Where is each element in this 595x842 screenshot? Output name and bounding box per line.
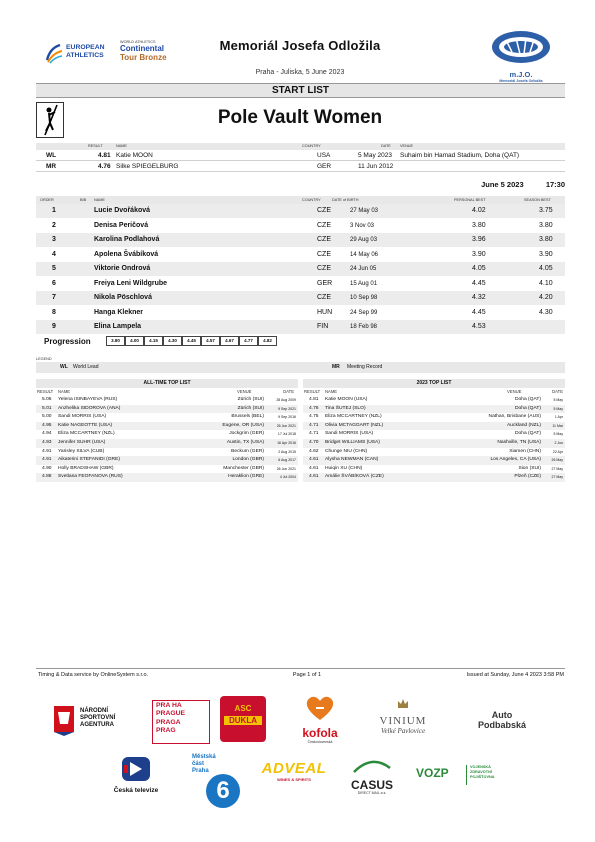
- all_time-row: [36, 448, 298, 457]
- toplist-date: 5 May: [553, 432, 563, 437]
- athlete-pb: 3.90: [472, 250, 486, 258]
- athlete-sb: 4.10: [539, 279, 553, 287]
- toplist-venue: Heraklion (GRE): [228, 474, 264, 480]
- toplist-venue: Doha (QAT): [515, 397, 541, 402]
- vozp-sub1: VOJENSKÁ: [470, 765, 491, 769]
- ct-bronze-text: Tour Bronze: [120, 52, 167, 62]
- toplist-date: 9 Sep 2021: [278, 406, 296, 411]
- ea-text-line2: ATHLETICS: [66, 52, 104, 59]
- footer-issued-at: Issued at Sunday, June 4 2023 3:58 PM: [466, 672, 564, 678]
- ea-text-line1: EUROPEAN: [66, 44, 105, 51]
- athlete-country: CZE: [317, 250, 331, 258]
- progression-height-box: 4.67: [220, 336, 239, 346]
- all_time-row: [36, 473, 298, 482]
- toplist-result: 4.62: [309, 448, 319, 454]
- athlete-pb: 4.02: [472, 207, 486, 214]
- athlete-order: 6: [52, 279, 56, 287]
- all_time-row: [36, 396, 298, 405]
- t23-header-venue: VENUE: [507, 389, 522, 394]
- sponsor-asc-dukla-logo: [220, 696, 266, 742]
- toplist-venue: Xiamen (CHN): [509, 448, 541, 454]
- athlete-country: HUN: [317, 308, 333, 316]
- toplist-venue: Doha (QAT): [515, 405, 541, 411]
- athlete-order: 7: [52, 294, 56, 301]
- toplist-venue: Austin, TX (USA): [226, 440, 264, 445]
- toplist-result: 4.94: [42, 431, 52, 437]
- toplist-result: 5.01: [42, 405, 52, 411]
- toplist-date: 16 Apr 2016: [277, 441, 296, 445]
- nsa-line3: AGENTURA: [80, 722, 114, 728]
- toplist-date: 9 Sep 2016: [278, 415, 296, 420]
- toplist-result: 4.91: [42, 448, 52, 454]
- toplist-date: 5 May: [553, 406, 563, 411]
- toplist-name: Aikaterini STEFANIDI (GRE): [58, 457, 120, 463]
- t23-header-date: DATE: [552, 389, 563, 394]
- toplist-name: Katie NAGEOTTE (USA): [58, 422, 113, 428]
- praha-ha: HA: [172, 702, 182, 709]
- athlete-sb: 3.75: [539, 207, 553, 214]
- record-country: GER: [317, 163, 332, 170]
- athlete-dob: 3 Nov 03: [350, 222, 375, 229]
- athlete-name: Apolena Švábíková: [94, 250, 159, 258]
- toplist-venue: Plzeň (CZE): [514, 474, 541, 480]
- adveal-subtext: WINES & SPIRITS: [277, 777, 311, 782]
- start-list-header: [36, 196, 565, 204]
- sl-header-country: COUNTRY: [302, 198, 321, 202]
- ct-main-text: Continental: [120, 44, 164, 53]
- sponsor-vozp-logo: [416, 764, 506, 788]
- praha-praga: PRAGA: [156, 718, 181, 726]
- athlete-name: Nikola Pöschlová: [94, 294, 152, 301]
- toplist-venue: Nathan, Brisbane (AUS): [488, 414, 541, 420]
- toplist-date: 4 Jul 2004: [279, 475, 296, 480]
- sponsor-nsa-logo: [52, 702, 138, 738]
- t23-header-result: RESULT: [304, 389, 321, 394]
- toplist-name: Yarisley SILVA (CUB): [58, 448, 105, 454]
- top_2023-row: [303, 465, 565, 474]
- athlete-dob: 10 Sep 98: [350, 295, 378, 301]
- toplist-name: Holly BRADSHAW (GBR): [58, 465, 114, 471]
- progression-height-box: 4.77: [239, 336, 258, 346]
- toplist-result: 4.61: [309, 474, 319, 480]
- athlete-sb: 4.20: [539, 294, 553, 301]
- athlete-dob: 29 Aug 03: [350, 237, 378, 243]
- start-list-row: [36, 306, 565, 320]
- praha-prag: PRAG: [156, 727, 176, 735]
- athlete-name: Denisa Peričová: [94, 221, 149, 229]
- athlete-name: Karolina Podlahová: [94, 236, 160, 243]
- toplist-date: 5 May: [553, 398, 563, 402]
- progression-height-box: 4.82: [258, 336, 277, 346]
- sponsor-ct-logo: [104, 756, 168, 796]
- toplist-venue: London (GBR): [232, 457, 264, 463]
- athlete-name: Hanga Klekner: [94, 308, 144, 316]
- start-list-row: [36, 291, 565, 305]
- progression-height-box: 4.15: [144, 336, 163, 346]
- toplist-venue: Manchester (GBR): [223, 465, 264, 471]
- toplist-name: Sandi MORRIS (USA): [58, 414, 107, 420]
- athlete-sb: 3.90: [539, 250, 553, 258]
- vozp-text: VOZP: [416, 766, 449, 780]
- ct-text: Česká televize: [113, 787, 159, 794]
- vozp-sub3: POJIŠŤOVNA: [470, 775, 495, 779]
- toplist-date: 17 Jul 2018: [277, 432, 296, 437]
- toplist-venue: Zürich (SUI): [237, 397, 264, 402]
- athlete-dob: 27 May 03: [350, 208, 379, 214]
- section-title: START LIST: [271, 85, 330, 96]
- athlete-pb: 3.96: [472, 236, 486, 243]
- record-venue: Suhaim bin Hamad Stadium, Doha (QAT): [400, 152, 520, 159]
- top_2023-row: [303, 430, 565, 439]
- sl-header-pb: PERSONAL BEST: [454, 198, 486, 202]
- meet-title: Memoriál Josefa Odložila: [219, 38, 381, 53]
- progression-height-box: 4.45: [182, 336, 201, 346]
- top_2023-row: [303, 422, 565, 431]
- praha-prague: PRAGUE: [156, 710, 186, 718]
- event-time: 17:30: [545, 180, 565, 189]
- toplist-venue: Auckland (NZL): [507, 422, 541, 428]
- toplist-name: Eliza MCCARTNEY (NZL): [58, 431, 115, 437]
- toplist-name: Tina ŠUTEJ (SLO): [325, 405, 366, 411]
- sponsor-vinium-logo: [368, 696, 438, 740]
- mc-number: 6: [206, 774, 240, 808]
- t23-header-name: NAME: [325, 389, 338, 394]
- rec-header-name: NAME: [116, 144, 127, 148]
- toplist-venue: Beckum (GER): [231, 448, 264, 454]
- top_2023-row: [303, 413, 565, 422]
- toplist-result: 4.90: [42, 465, 52, 471]
- toplist-date: 27 May: [551, 475, 563, 480]
- athlete-order: 3: [52, 236, 56, 243]
- podbabska-text: Podbabská: [477, 720, 526, 730]
- european-athletics-logo: [44, 40, 116, 66]
- start-list-row: [36, 320, 565, 334]
- athlete-dob: 24 Jun 05: [350, 266, 377, 272]
- progression-height-box: 3.80: [106, 336, 125, 346]
- record-result: 4.81: [98, 152, 111, 159]
- toplist-venue: Zürich (SUI): [237, 405, 264, 411]
- toplist-date: 1 Apr: [554, 415, 563, 420]
- records-header: [36, 143, 565, 150]
- vinium-crown-icon: [396, 696, 410, 710]
- athlete-country: CZE: [317, 294, 331, 301]
- record-country: USA: [317, 152, 331, 159]
- athlete-country: CZE: [317, 207, 331, 214]
- toplist-date: 26 May: [551, 458, 563, 463]
- toplist-result: 4.88: [42, 474, 52, 480]
- toplist-result: 4.70: [309, 440, 319, 445]
- toplist-result: 4.81: [309, 397, 319, 402]
- start-list-row: [36, 262, 565, 276]
- athlete-order: 8: [52, 308, 56, 316]
- athlete-pb: 4.45: [472, 308, 486, 316]
- all_time-row: [36, 430, 298, 439]
- asc-text: ASC: [234, 704, 252, 713]
- toplist-name: Anzhelika SIDOROVA (ANA): [58, 405, 121, 411]
- toplist-result: 4.93: [42, 440, 52, 445]
- start-list-row: [36, 219, 565, 233]
- toplist-venue: Sion (SUI): [518, 465, 541, 471]
- toplist-date: 2 Aug 2015: [278, 449, 296, 454]
- toplist-venue: Jockgrim (GER): [229, 431, 264, 437]
- kofola-heart-icon: [302, 694, 338, 722]
- mc-line1: Městská: [192, 754, 216, 760]
- record-type: WL: [46, 152, 57, 159]
- mjo-subtext: Memoriál Josefa Odložila: [499, 79, 543, 83]
- toplist-venue: Los Angeles, CA (USA): [490, 457, 541, 463]
- casus-swoosh-icon: [352, 758, 392, 774]
- all_time-row: [36, 465, 298, 474]
- sponsor-praha6-logo: [192, 754, 242, 810]
- toplist-date: 26 Jun 2021: [276, 466, 296, 471]
- mjo-text: m.J.O.: [509, 70, 533, 79]
- sl-header-order: ORDER: [40, 198, 54, 202]
- toplist-result: 4.61: [309, 457, 319, 463]
- athlete-dob: 24 Sep 99: [350, 309, 378, 316]
- record-name: Katie MOON: [116, 152, 153, 159]
- casus-text: CASUS: [350, 778, 393, 792]
- sponsor-praha-logo: [152, 700, 210, 744]
- toplist-name: Olivia MCTAGGART (NZL): [325, 422, 384, 428]
- rec-header-country: COUNTRY: [302, 144, 321, 148]
- record-type: MR: [46, 163, 57, 170]
- nsa-line1: NÁRODNÍ: [80, 708, 108, 714]
- athlete-order: 5: [52, 265, 56, 272]
- athlete-name: Viktorie Ondrová: [94, 265, 151, 272]
- sl-header-sb: SEASON BEST: [524, 198, 551, 202]
- athlete-sb: 4.30: [539, 308, 553, 316]
- toplist-name: Yelena ISINBAYEVA (RUS): [58, 397, 118, 402]
- at-header-name: NAME: [58, 389, 71, 394]
- athlete-country: CZE: [317, 221, 331, 229]
- athlete-pb: 4.45: [472, 279, 486, 287]
- mc-line2: část: [192, 761, 205, 767]
- athlete-order: 9: [52, 323, 56, 330]
- progression-height-box: 4.57: [201, 336, 220, 346]
- toplist-date: 27 May: [551, 466, 563, 471]
- continental-tour-logo: [120, 40, 182, 68]
- record-date: 5 May 2023: [358, 152, 392, 159]
- european-athletics-mark-icon: [44, 42, 64, 64]
- toplist-date: 28 Aug 2009: [276, 398, 296, 402]
- toplist-name: Chunge NIU (CHN): [325, 448, 368, 454]
- record-result: 4.76: [98, 163, 111, 170]
- athlete-name: Lucie Dvořáková: [94, 207, 151, 214]
- all_time-row: [36, 413, 298, 422]
- legend-text-wl: World Lead: [73, 364, 99, 370]
- legend-label: LEGEND: [36, 357, 52, 361]
- legend-code-mr: MR: [332, 364, 340, 370]
- top-2023-title: 2023 TOP LIST: [303, 379, 565, 388]
- event-date: June 5 2023: [481, 180, 524, 189]
- top_2023-row: [303, 448, 565, 457]
- start-list-row: [36, 277, 565, 291]
- all-time-header: [36, 389, 298, 396]
- kofola-subtext: Československá: [307, 740, 333, 744]
- toplist-venue: Eugene, OR (USA): [222, 422, 264, 428]
- progression-height-box: 4.00: [125, 336, 144, 346]
- all_time-row: [36, 456, 298, 465]
- top_2023-row: [303, 396, 565, 405]
- toplist-date: 11 Mar: [552, 423, 563, 428]
- rec-header-venue: VENUE: [400, 144, 414, 148]
- athlete-country: FIN: [317, 323, 329, 330]
- vinium-subtext: Velké Pavlovice: [380, 727, 426, 735]
- toplist-name: Bridget WILLIAMS (USA): [325, 440, 380, 445]
- athlete-sb: 4.05: [539, 265, 553, 272]
- legend-text-mr: Meeting Record: [347, 364, 383, 370]
- athlete-pb: 4.53: [472, 323, 486, 330]
- all-time-title: ALL-TIME TOP LIST: [36, 379, 298, 388]
- toplist-name: Svetlana FEOFANOVA (RUS): [58, 474, 123, 480]
- meet-subtitle: Praha - Juliska, 5 June 2023: [255, 69, 345, 76]
- athlete-sb: 3.80: [539, 221, 553, 229]
- sl-header-name: NAME: [94, 198, 105, 202]
- event-title: Pole Vault Women: [217, 107, 383, 128]
- pole-vault-icon: [36, 102, 64, 138]
- top_2023-row: [303, 439, 565, 448]
- record-row-wl: [36, 150, 565, 161]
- legend-code-wl: WL: [60, 364, 68, 370]
- athlete-dob: 18 Feb 98: [350, 324, 378, 330]
- sponsor-adveal-logo: [254, 760, 334, 796]
- athlete-name: Freiya Leni Wildgrube: [94, 279, 168, 287]
- toplist-name: Sandi MORRIS (USA): [325, 431, 374, 437]
- toplist-name: Huiqin XU (CHN): [325, 465, 363, 471]
- athlete-pb: 4.32: [472, 294, 486, 301]
- section-title-bar: [36, 83, 565, 98]
- athlete-order: 2: [52, 221, 56, 229]
- athlete-country: CZE: [317, 265, 331, 272]
- sl-header-dob: DATE of BIRTH: [332, 198, 359, 202]
- kofola-text: kofola: [302, 726, 338, 740]
- footer-divider: [36, 668, 565, 669]
- toplist-venue: Doha (QAT): [515, 431, 541, 437]
- footer-timing-credit: Timing & Data service by OnlineSystem s.r.o.: [38, 672, 149, 678]
- athlete-country: GER: [317, 279, 333, 287]
- toplist-date: 2 Jun: [554, 441, 563, 445]
- top_2023-row: [303, 456, 565, 465]
- toplist-result: 5.00: [42, 414, 52, 420]
- auto-text: Auto: [491, 710, 513, 720]
- toplist-name: Katie MOON (USA): [325, 397, 368, 402]
- start-list-row: [36, 248, 565, 262]
- toplist-result: 4.71: [309, 422, 319, 428]
- toplist-result: 4.95: [42, 422, 52, 428]
- dukla-text: DUKLA: [224, 716, 262, 725]
- athlete-dob: 15 Aug 01: [350, 280, 378, 287]
- toplist-result: 4.91: [42, 457, 52, 463]
- casus-subtext: DIRECT MAIL a.s.: [357, 791, 387, 795]
- progression-height-box: 4.30: [163, 336, 182, 346]
- nsa-line2: SPORTOVNÍ: [80, 715, 116, 721]
- athlete-name: Elina Lampela: [94, 323, 142, 330]
- toplist-date: 26 Jun 2021: [276, 423, 296, 428]
- athlete-dob: 14 May 06: [350, 251, 379, 258]
- athlete-pb: 3.80: [472, 221, 486, 229]
- toplist-name: Eliza MCCARTNEY (NZL): [325, 414, 382, 420]
- at-header-venue: VENUE: [237, 389, 252, 394]
- record-name: Silke SPIEGELBURG: [116, 163, 179, 170]
- sl-header-bib: BIB: [80, 198, 87, 202]
- ct-small-text: WORLD ATHLETICS: [120, 40, 156, 44]
- mc-line3: Praha: [192, 768, 209, 774]
- record-date: 11 Jun 2012: [358, 163, 394, 170]
- toplist-date: 22 Apr: [552, 449, 563, 454]
- toplist-result: 4.61: [309, 465, 319, 471]
- mjo-logo: [490, 28, 552, 83]
- mjo-stadium-icon: [490, 28, 552, 66]
- athlete-pb: 4.05: [472, 265, 486, 272]
- nsa-lion-icon: [52, 702, 76, 736]
- start-list-row: [36, 204, 565, 218]
- athlete-sb: 3.80: [539, 236, 553, 243]
- all_time-row: [36, 439, 298, 448]
- toplist-result: 4.76: [309, 405, 319, 411]
- sponsor-auto-podbabska-logo: [462, 710, 542, 736]
- toplist-name: Jennifer SUHR (USA): [58, 440, 106, 445]
- toplist-result: 4.71: [309, 431, 319, 437]
- record-row-mr: [36, 161, 565, 172]
- footer-page-number: Page 1 of 1: [292, 672, 322, 678]
- rec-header-result: RESULT: [88, 144, 103, 148]
- vinium-text: VINIUM: [379, 715, 427, 727]
- at-header-date: DATE: [283, 389, 294, 394]
- at-header-result: RESULT: [37, 389, 54, 394]
- toplist-result: 5.06: [42, 397, 52, 402]
- legend-bar: [36, 362, 565, 373]
- start-list-row: [36, 233, 565, 247]
- toplist-name: Alysha NEWMAN (CAN): [325, 457, 379, 463]
- sponsor-kofola-logo: [290, 694, 350, 750]
- all_time-row: [36, 422, 298, 431]
- athlete-order: 1: [52, 207, 56, 214]
- progression-label: Progression: [44, 337, 91, 346]
- sponsor-casus-logo: [336, 758, 408, 798]
- top_2023-row: [303, 405, 565, 414]
- adveal-text: ADVEAL: [261, 760, 327, 777]
- all_time-row: [36, 405, 298, 414]
- athlete-order: 4: [52, 250, 56, 258]
- top-2023-header: [303, 389, 565, 396]
- ct-logo-icon: [121, 756, 151, 782]
- toplist-venue: Nashville, TN (USA): [497, 440, 541, 445]
- top_2023-row: [303, 473, 565, 482]
- toplist-result: 4.75: [309, 414, 319, 420]
- event-datetime: [380, 180, 565, 189]
- rec-header-date: DATE: [381, 144, 391, 148]
- toplist-date: 6 Aug 2017: [278, 458, 296, 463]
- toplist-venue: Brussels (BEL): [231, 414, 264, 420]
- vozp-sub2: ZDRAVOTNÍ: [470, 770, 492, 774]
- toplist-name: Amálie ŠVÁBÍKOVÁ (CZE): [325, 474, 384, 480]
- athlete-country: CZE: [317, 236, 331, 243]
- praha-pra: PRA: [156, 702, 171, 709]
